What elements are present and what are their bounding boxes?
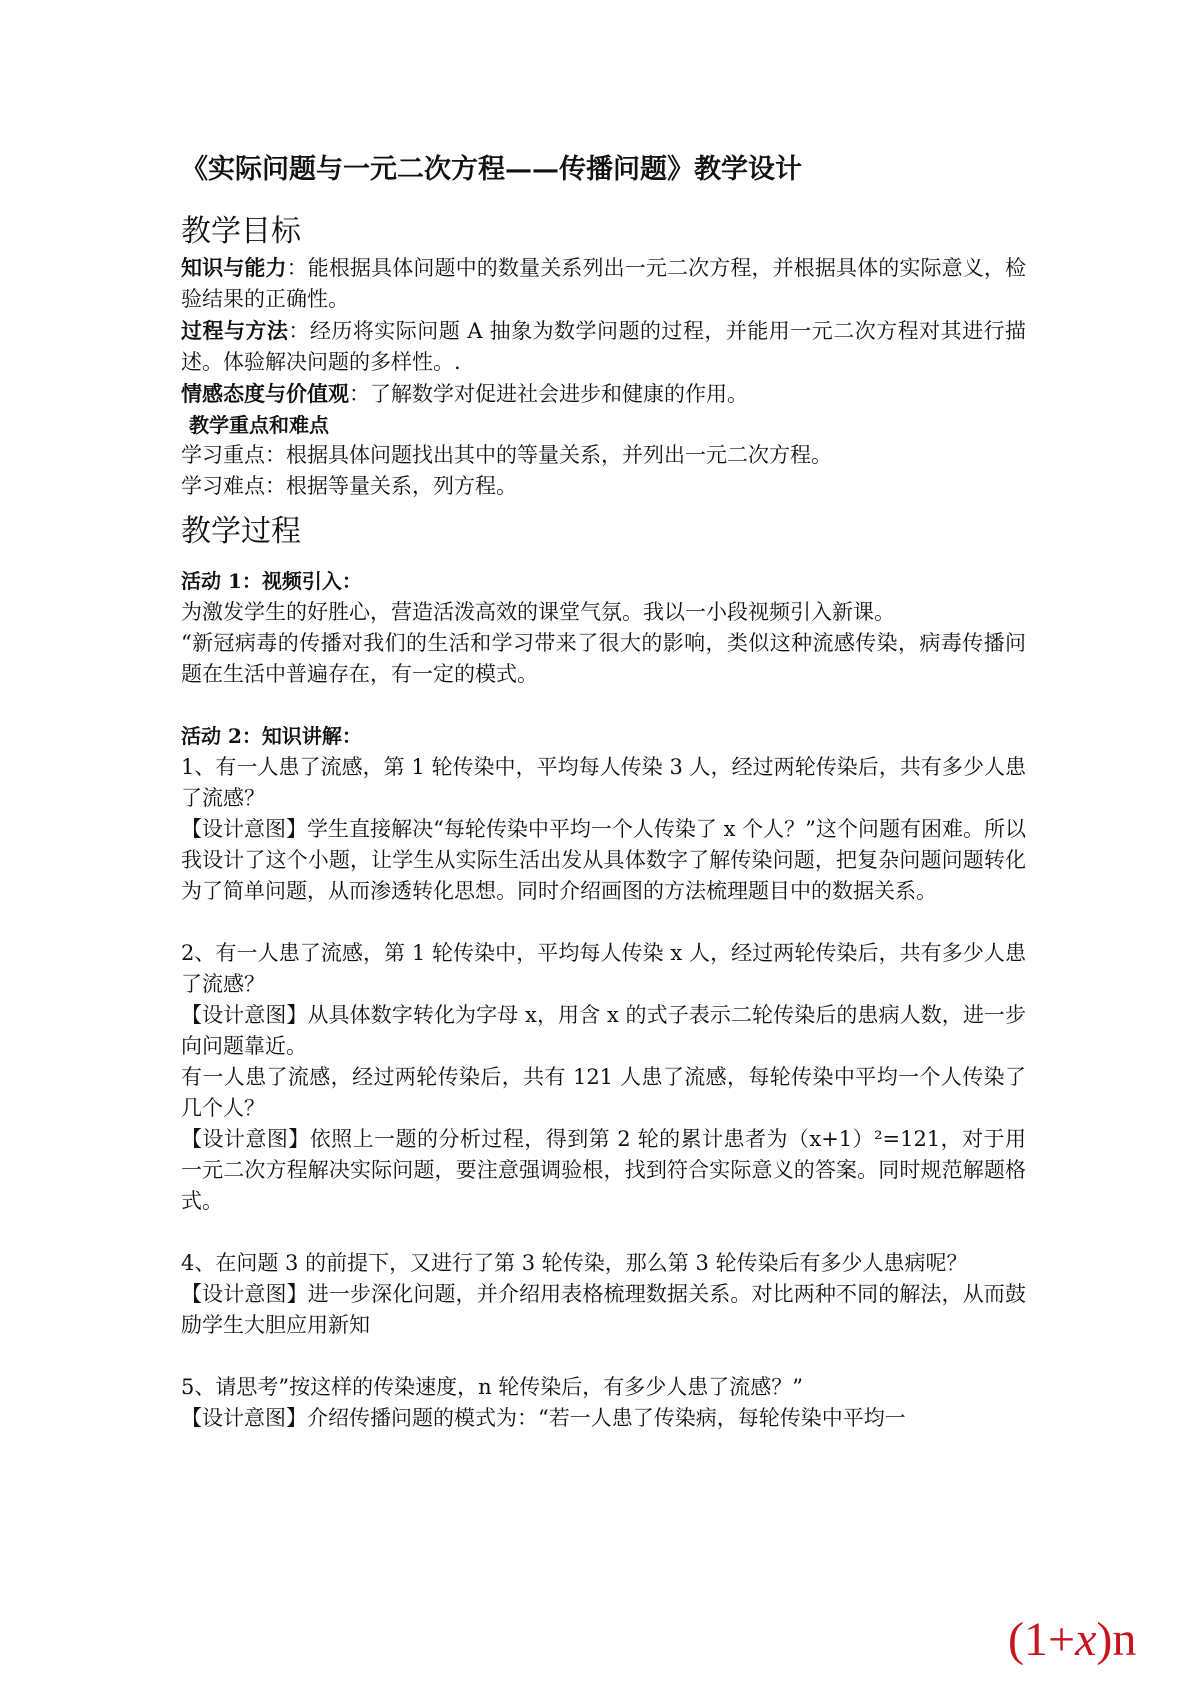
activity-1-title: 活动 1：视频引入： [181,569,362,593]
design-intent-4: 【设计意图】进一步深化问题，并介绍用表格梳理数据关系。对比两种不同的解法，从而鼓励学生大胆应用新知 [181,1282,1026,1337]
spacer [181,907,1026,938]
goal-label: 情感态度与价值观 [181,381,349,406]
activity-1-quote: “新冠病毒的传播对我们的生活和学习带来了很大的影响，类似这种流感传染，病毒传播问题在生活中普遍存在，有一定的模式。 [181,631,1026,686]
activity-1-paragraph: 为激发学生的好胜心，营造活泼高效的课堂气氛。我以一小段视频引入新课。 [181,600,895,624]
heading-teaching-goals: 教学目标 [181,214,301,249]
formula-suffix: )n [1096,1613,1137,1666]
goal-label: 知识与能力 [181,255,287,280]
formula-prefix: (1+ [1008,1613,1076,1666]
design-intent-2: 【设计意图】从具体数字转化为字母 x，用含 x 的式子表示二轮传染后的患病人数，进一步向问题靠近。 [181,1003,1026,1058]
goal-sep: ： [286,256,308,280]
key-focus: 学习重点：根据具体问题找出其中的等量关系，并列出一元二次方程。 [181,443,832,467]
document-body [181,150,1026,1434]
document-title: 《实际问题与一元二次方程——传播问题》教学设计 [181,154,802,185]
heading-teaching-process: 教学过程 [181,514,301,549]
spacer [181,1341,1026,1372]
key-difficulty: 学习难点：根据等量关系，列方程。 [181,474,517,498]
heading-key-points: 教学重点和难点 [189,413,329,437]
question-1: 1、有一人患了流感，第 1 轮传染中，平均每人传染 3 人，经过两轮传染后，共有多少人患了流感？ [181,755,1026,810]
goal-knowledge [181,252,1026,315]
goal-text: 经历将实际问题 A 抽象为数学问题的过程，并能用一元二次方程对其进行描述。体验解决问题的多样性。. [181,319,1027,374]
question-4: 4、在问题 3 的前提下，又进行了第 3 轮传染，那么第 3 轮传染后有多少人患病呢？ [181,1251,968,1275]
question-5: 5、请思考”按这样的传染速度，n 轮传染后，有多少人患了流感？” [181,1375,804,1399]
goal-attitude [181,378,1026,410]
design-intent-5: 【设计意图】介绍传播问题的模式为：“若一人患了传染病，每轮传染中平均一 [181,1406,906,1430]
spacer [181,690,1026,721]
goal-sep: ： [288,319,310,343]
question-2: 2、有一人患了流感，第 1 轮传染中，平均每人传染 x 人，经过两轮传染后，共有多少人患了流感？ [181,941,1026,996]
spacer [181,1217,1026,1248]
activity-2-title: 活动 2：知识讲解： [181,724,362,748]
goal-process [181,315,1026,378]
question-3: 有一人患了流感，经过两轮传染后，共有 121 人患了流感，每轮传染中平均一个人传染了几个人？ [181,1065,1026,1120]
goal-text: 能根据具体问题中的数量关系列出一元二次方程，并根据具体的实际意义，检验结果的正确性。 [181,256,1027,311]
formula-annotation [1008,1612,1136,1668]
formula-variable: x [1075,1613,1097,1666]
goal-label: 过程与方法 [181,318,289,343]
goal-text: 了解数学对促进社会进步和健康的作用。 [370,382,748,406]
design-intent-1: 【设计意图】学生直接解决“每轮传染中平均一个人传染了 x 个人？”这个问题有困难。所以我设计了这个小题，让学生从实际生活出发从具体数字了解传染问题，把复杂问题问题转化为了简单问题，从而渗透转化思想。同时介绍画图的方法梳理题目中的数据关系。 [181,817,1026,903]
design-intent-3: 【设计意图】依照上一题的分析过程，得到第 2 轮的累计患者为（x+1）²=121，对于用一元二次方程解决实际问题，要注意强调验根，找到符合实际意义的答案。同时规范解题格式。 [181,1127,1026,1213]
goal-sep: ： [349,382,370,406]
